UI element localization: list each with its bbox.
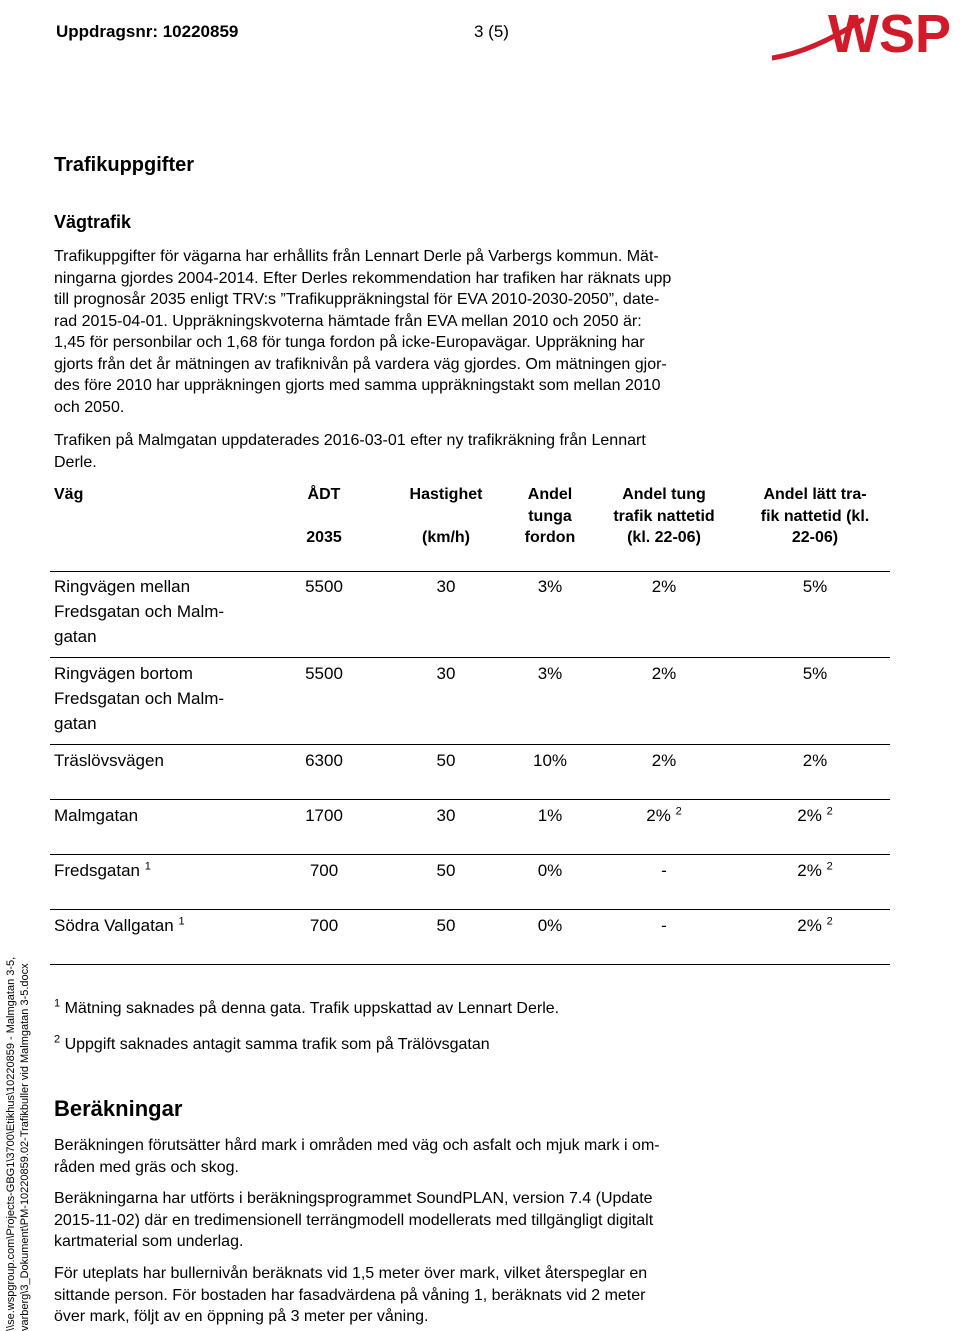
cell-value: Ringvägen bortom Fredsgatan och Malm- gatan: [54, 664, 225, 733]
table-cell-speed: [386, 661, 506, 686]
col-header-adt: ÅDT 2035: [306, 486, 342, 546]
col-header-speed: Hastighet (km/h): [409, 486, 483, 546]
cell-value: 2%: [797, 861, 822, 880]
table-cell-road: [54, 913, 294, 938]
calc-paragraph-2: Beräkningarna har utförts i beräkningsprogrammet SoundPLAN, version 7.4 (Update 2015-11-02) där en tredimensionell terrängmodell modellerats med tillgängligt digitalt kartmaterial som underlag.: [54, 1190, 654, 1250]
table-cell-adt: [264, 748, 384, 773]
cell-value: 50: [436, 916, 456, 935]
table-cell-light-night: [740, 748, 890, 773]
table-cell-light-night: [740, 803, 890, 828]
table-cell-speed: [386, 858, 506, 883]
table-cell-road: [54, 574, 294, 649]
footnote-1-number: 1: [54, 997, 61, 1010]
cell-value: 2%: [797, 806, 822, 825]
cell-value: 1700: [305, 806, 343, 825]
table-row-divider: [50, 854, 890, 855]
footnote-2: [54, 1033, 490, 1054]
table-cell-road: [54, 661, 294, 736]
cell-value: 3%: [537, 577, 563, 596]
cell-value: -: [661, 916, 667, 935]
section-title-calculations: Beräkningar: [54, 1096, 183, 1121]
cell-value: 5%: [802, 577, 828, 596]
table-cell-heavy: [500, 574, 600, 599]
cell-value: 50: [436, 861, 456, 880]
cell-value: 0%: [537, 861, 563, 880]
table-cell-heavy-night: [594, 803, 734, 828]
table-cell-adt: [264, 803, 384, 828]
footnote-2-text: Uppgift saknades antagit samma trafik som på Trälövsgatan: [60, 1036, 490, 1053]
table-cell-heavy: [500, 748, 600, 773]
table-cell-adt: [264, 574, 384, 599]
table-cell-adt: [264, 661, 384, 686]
calc-paragraph-1: Beräkningen förutsätter hård mark i områden med väg och asfalt och mjuk mark i om- råden med gräs och skog.: [54, 1137, 660, 1176]
traffic-paragraph-2: Trafiken på Malmgatan uppdaterades 2016-03-01 efter ny trafikräkning från Lennart Derle.: [54, 432, 646, 471]
footnote-2-number: 2: [54, 1033, 61, 1046]
footnote-ref: 1: [178, 915, 185, 928]
table-cell-heavy: [500, 803, 600, 828]
page-number: 3 (5): [474, 22, 509, 41]
table-cell-heavy: [500, 858, 600, 883]
footnote-ref: 2: [675, 805, 682, 818]
table-cell-speed: [386, 574, 506, 599]
cell-value: Malmgatan: [54, 806, 139, 825]
table-cell-light-night: [740, 858, 890, 883]
col-header-heavy-night: Andel tung trafik nattetid (kl. 22-06): [613, 486, 715, 546]
cell-value: 6300: [305, 751, 343, 770]
footnote-1-text: Mätning saknades på denna gata. Trafik uppskattad av Lennart Derle.: [60, 1000, 560, 1017]
table-row-divider: [50, 964, 890, 965]
table-cell-road: [54, 803, 294, 828]
footnote-ref: 2: [826, 915, 833, 928]
col-header-heavy-share: Andel tunga fordon: [524, 486, 576, 546]
table-cell-heavy-night: [594, 748, 734, 773]
traffic-paragraph-1: Trafikuppgifter för vägarna har erhållits från Lennart Derle på Varbergs kommun. Mät- ningarna gjordes 2004-2014. Efter Derles rekommendation har trafiken har räknats upp till prognosår 2035 enligt TRV:s ”Trafikuppräkningstal för EVA 2010-2030-2050”, date- rad 2015-04-01. Uppräkningskvoterna hämtade från EVA mellan 2010 och 2050 är: 1,45 för personbilar och 1,68 för tunga fordon på icke-Europavägar. Uppräkning har gjorts från det år mätningen av trafiknivån på vardera väg gjordes. Om mätningen gjor- des före 2010 har uppräkningen gjorts med samma uppräkningstakt som mellan 2010 och 2050.: [54, 248, 672, 416]
table-cell-road: [54, 748, 294, 773]
document-reference: Uppdragsnr: 10220859: [56, 22, 239, 41]
cell-value: 5%: [802, 664, 828, 683]
cell-value: -: [661, 861, 667, 880]
cell-value: 2%: [802, 751, 828, 770]
cell-value: 700: [309, 916, 339, 935]
cell-value: 30: [436, 664, 456, 683]
table-cell-speed: [386, 913, 506, 938]
table-cell-heavy-night: [594, 913, 734, 938]
footnote-ref: 2: [826, 805, 833, 818]
table-cell-speed: [386, 748, 506, 773]
cell-value: Ringvägen mellan Fredsgatan och Malm- gatan: [54, 577, 225, 646]
section-title-traffic: Trafikuppgifter: [54, 154, 195, 176]
table-row-divider: [50, 909, 890, 910]
footnote-1: [54, 997, 560, 1018]
footnote-ref: 2: [826, 860, 833, 873]
cell-value: 3%: [537, 664, 563, 683]
cell-value: 50: [436, 751, 456, 770]
cell-value: 5500: [305, 577, 343, 596]
table-cell-road: [54, 858, 294, 883]
table-cell-heavy: [500, 661, 600, 686]
cell-value: 30: [436, 577, 456, 596]
table-cell-heavy: [500, 913, 600, 938]
cell-value: 0%: [537, 916, 563, 935]
table-cell-heavy-night: [594, 661, 734, 686]
table-cell-heavy-night: [594, 574, 734, 599]
cell-value: 2%: [651, 664, 677, 683]
cell-value: 10%: [532, 751, 568, 770]
cell-value: 1%: [537, 806, 563, 825]
table-cell-heavy-night: [594, 858, 734, 883]
table-cell-light-night: [740, 574, 890, 599]
file-path-margin: \\se.wspgroup.com\Projects-GBG1\3700\Etikhus\10220859 - Malmgatan 3-5, varberg\3_Dokument\PM-10220859.02-Trafikbuller vid Malmgatan 3-5.docx: [5, 956, 31, 1331]
table-cell-light-night: [740, 661, 890, 686]
cell-value: Fredsgatan: [54, 861, 140, 880]
cell-value: 2%: [651, 751, 677, 770]
col-header-road: Väg: [54, 486, 84, 503]
wsp-logo: [772, 0, 960, 64]
cell-value: 5500: [305, 664, 343, 683]
cell-value: Södra Vallgatan: [54, 916, 174, 935]
logo-lettering: WSP: [828, 4, 952, 64]
table-cell-adt: [264, 913, 384, 938]
cell-value: Träslövsvägen: [54, 751, 164, 770]
table-cell-adt: [264, 858, 384, 883]
cell-value: 30: [436, 806, 456, 825]
cell-value: 700: [309, 861, 339, 880]
table-cell-light-night: [740, 913, 890, 938]
calc-paragraph-3: För uteplats har bullernivån beräknats vid 1,5 meter över mark, vilket återspeglar en sittande person. För bostaden har fasadvärdena på våning 1, beräknats vid 2 meter över mark, följt av en öppning på 3 meter per våning.: [54, 1265, 648, 1325]
cell-value: 2%: [651, 577, 677, 596]
table-row-divider: [50, 799, 890, 800]
table-row-divider: [50, 744, 890, 745]
table-cell-speed: [386, 803, 506, 828]
subsection-title-road-traffic: Vägtrafik: [54, 212, 132, 232]
cell-value: 2%: [646, 806, 671, 825]
footnote-ref: 1: [144, 860, 151, 873]
col-header-light-night: Andel lätt tra- fik nattetid (kl. 22-06): [760, 486, 870, 546]
cell-value: 2%: [797, 916, 822, 935]
table-row-divider: [50, 657, 890, 658]
table-divider: [50, 571, 890, 572]
